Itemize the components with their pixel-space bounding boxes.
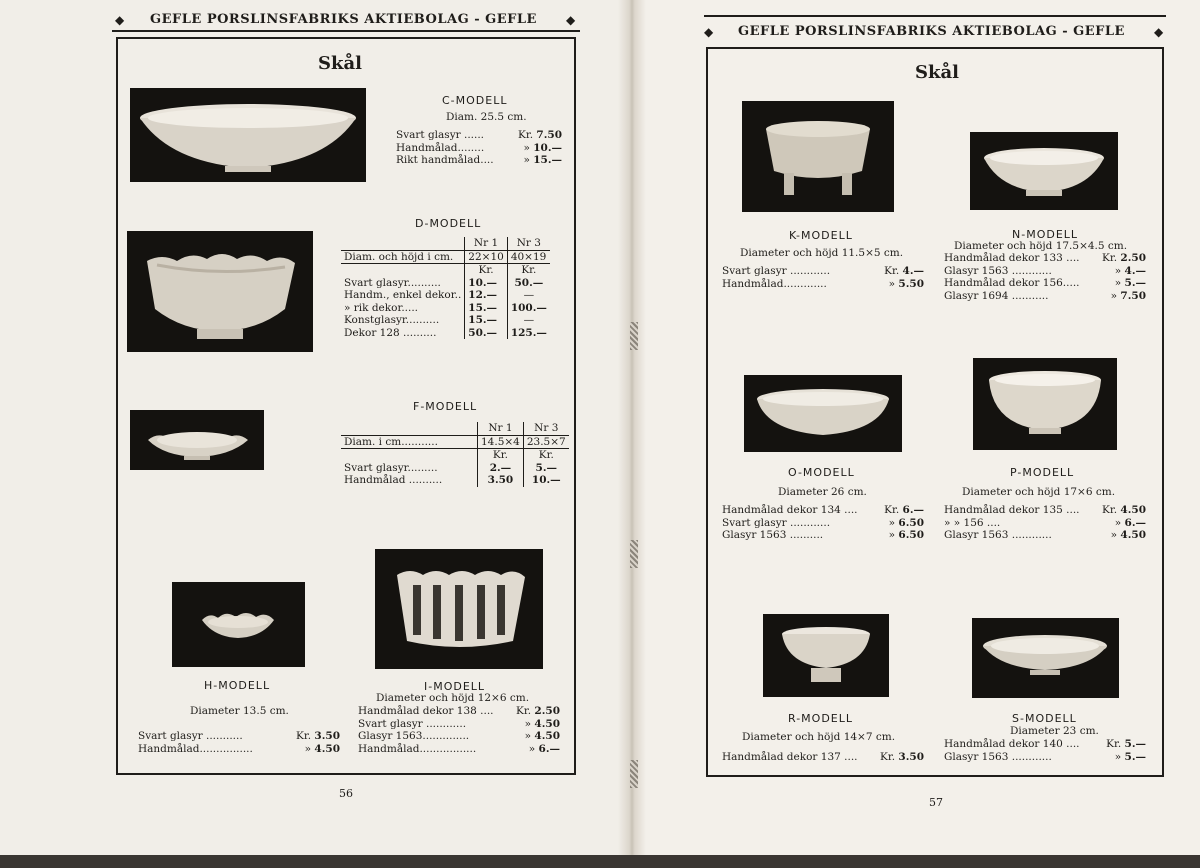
price: 4.50 <box>534 730 560 742</box>
price-value <box>889 517 924 530</box>
diameter-i: Diameter och höjd 12×6 cm. <box>376 692 530 704</box>
dimension-value: 23.5×7 <box>523 435 568 449</box>
price-value <box>523 154 562 167</box>
price: 7.50 <box>536 129 562 141</box>
price: 7.50 <box>1120 289 1146 302</box>
price-label: Svart glasyr ...... <box>396 129 485 141</box>
price-row <box>396 154 562 167</box>
price-value <box>889 529 924 542</box>
binding-thread <box>630 540 638 568</box>
price-label: Glasyr 1563 ............ <box>944 750 1052 763</box>
price: 6.50 <box>898 529 924 541</box>
bowl-photo-p <box>973 358 1117 450</box>
price-value <box>516 705 560 718</box>
price: 6.— <box>902 504 924 516</box>
price-label: Rikt handmålad.... <box>396 154 494 166</box>
column-header: Nr 3 <box>523 422 568 435</box>
price-list-p <box>944 504 1146 542</box>
price-label: Handmålad................ <box>138 742 253 755</box>
bullet-icon: ◆ <box>704 25 714 39</box>
currency: Kr. <box>1106 738 1122 750</box>
column-header: Nr 1 <box>478 422 524 435</box>
price-value <box>1115 277 1146 290</box>
price-list-h <box>138 730 340 755</box>
model-name-o: O-MODELL <box>788 466 855 479</box>
price-value <box>525 730 560 743</box>
dimension-value: 40×19 <box>507 250 550 264</box>
price-list-k <box>722 265 924 290</box>
price-row <box>138 730 340 743</box>
row-label: Handmålad .......... <box>344 474 443 486</box>
price-value <box>1115 517 1146 530</box>
price-row <box>944 290 1146 303</box>
price-value <box>880 751 924 764</box>
binding-thread <box>630 322 638 350</box>
price-label: Glasyr 1694 ........... <box>944 289 1049 302</box>
price-row <box>944 529 1146 542</box>
diameter-n: Diameter och höjd 17.5×4.5 cm. <box>954 240 1128 252</box>
price-label: Handmålad dekor 140 .... <box>944 738 1080 750</box>
price: 2.50 <box>534 705 560 717</box>
price-label: Svart glasyr ............ <box>722 516 831 529</box>
bullet-icon: ◆ <box>1154 25 1164 39</box>
row-label: Konstglasyr.......... <box>344 314 440 326</box>
dimension-label: Diam. i cm........... <box>341 435 478 449</box>
currency: Kr. <box>478 449 524 462</box>
price: — <box>507 314 550 327</box>
price-row <box>722 517 924 530</box>
price: 15.— <box>533 154 562 166</box>
price-label: Handmålad dekor 133 .... <box>944 252 1080 264</box>
currency: » <box>523 154 530 166</box>
diameter-h: Diameter 13.5 cm. <box>190 705 289 717</box>
price-value <box>884 265 924 278</box>
currency: » <box>888 516 896 529</box>
row-label: Svart glasyr.......... <box>344 276 441 289</box>
dimension-value: 14.5×4 <box>478 435 524 449</box>
bullet-icon: ◆ <box>566 13 576 27</box>
currency: Kr. <box>884 265 900 277</box>
model-name-c: C-MODELL <box>442 94 508 107</box>
diameter-s: Diameter 23 cm. <box>1010 725 1099 737</box>
currency: » <box>528 742 536 755</box>
price-list-c <box>396 129 562 167</box>
currency: Kr. <box>880 751 896 763</box>
row-label: » rik dekor..... <box>344 301 419 314</box>
header-rule <box>112 30 580 32</box>
price-row <box>722 529 924 542</box>
price-label: Glasyr 1563 ............ <box>944 264 1052 277</box>
price: 50.— <box>507 277 550 290</box>
price-label: Glasyr 1563 .......... <box>722 529 824 541</box>
price-value <box>305 743 340 756</box>
diameter-c: Diam. 25.5 cm. <box>446 111 527 123</box>
price-value <box>296 730 340 743</box>
price-row <box>944 504 1146 517</box>
price-value <box>525 718 560 731</box>
price: 6.50 <box>898 516 924 529</box>
currency: » <box>304 742 312 755</box>
currency: » <box>1110 529 1118 541</box>
price-row <box>138 743 340 756</box>
price: 10.— <box>465 277 508 290</box>
row-label: Svart glasyr......... <box>344 461 438 474</box>
price-value <box>518 129 562 142</box>
model-name-s: S-MODELL <box>1012 712 1077 725</box>
diameter-o: Diameter 26 cm. <box>778 486 867 498</box>
price: 2.50 <box>1120 252 1146 264</box>
price-value <box>1115 751 1146 764</box>
page-title: Skål <box>915 62 959 83</box>
price: 4.50 <box>534 717 560 730</box>
price: 5.— <box>1124 738 1146 750</box>
price: 50.— <box>465 327 508 340</box>
diameter-k: Diameter och höjd 11.5×5 cm. <box>740 247 904 259</box>
page-title: Skål <box>318 53 362 74</box>
price-value <box>1106 738 1146 751</box>
price: 4.— <box>902 265 924 277</box>
price: 100.— <box>507 302 550 315</box>
diameter-r: Diameter och höjd 14×7 cm. <box>742 731 896 743</box>
binding-thread <box>630 760 638 788</box>
price-label: Handmålad................. <box>358 742 477 755</box>
price-value <box>1102 504 1146 517</box>
currency: » <box>1110 289 1118 302</box>
diameter-p: Diameter och höjd 17×6 cm. <box>962 486 1116 498</box>
model-name-r: R-MODELL <box>788 712 853 725</box>
row-label: Handm., enkel dekor.. <box>344 289 462 301</box>
price-label: Handmålad dekor 156..... <box>944 277 1080 289</box>
bowl-photo-r <box>763 614 889 697</box>
bowl-photo-f <box>130 410 264 470</box>
price: 5.50 <box>898 277 924 290</box>
price: 3.50 <box>898 751 924 763</box>
currency: » <box>1114 516 1122 529</box>
price-row <box>944 517 1146 530</box>
model-name-k: K-MODELL <box>789 229 853 242</box>
price: 125.— <box>507 327 550 340</box>
currency: Kr. <box>465 264 508 277</box>
currency: Kr. <box>1102 252 1118 264</box>
price-label: Glasyr 1563.............. <box>358 730 470 742</box>
currency: Kr. <box>516 705 532 717</box>
price-list-r <box>722 751 924 764</box>
column-header: Nr 3 <box>507 237 550 250</box>
price-label: » » 156 .... <box>944 516 1001 529</box>
price: 4.50 <box>314 742 340 755</box>
bowl-photo-i <box>375 549 543 669</box>
price-list-n <box>944 252 1146 302</box>
price-list-i <box>358 705 560 755</box>
price: — <box>507 289 550 302</box>
model-name-d: D-MODELL <box>415 217 482 230</box>
price: 4.50 <box>1120 529 1146 541</box>
model-name-h: H-MODELL <box>204 679 271 692</box>
currency: » <box>1114 264 1122 277</box>
currency: Kr. <box>1102 504 1118 516</box>
currency: Kr. <box>523 449 568 462</box>
price: 10.— <box>523 474 568 487</box>
price: 4.50 <box>1120 504 1146 516</box>
currency: » <box>524 717 532 730</box>
price-row <box>722 278 924 291</box>
currency: Kr. <box>507 264 550 277</box>
price-label: Handmålad dekor 135 .... <box>944 504 1080 516</box>
price-row <box>722 265 924 278</box>
price-row <box>722 504 924 517</box>
model-name-p: P-MODELL <box>1010 466 1075 479</box>
price: 5.— <box>1124 750 1146 763</box>
price-row <box>944 277 1146 290</box>
column-header: Nr 1 <box>465 237 508 250</box>
price-row <box>944 738 1146 751</box>
bowl-photo-k <box>742 101 894 212</box>
price-value <box>1115 265 1146 278</box>
page-number: 56 <box>339 787 353 800</box>
price-value <box>529 743 560 756</box>
price: 3.50 <box>478 474 524 487</box>
right-page-header: GEFLE PORSLINSFABRIKS AKTIEBOLAG - GEFLE <box>738 24 1125 39</box>
price: 6.— <box>538 742 560 755</box>
price-label: Handmålad dekor 138 .... <box>358 705 494 717</box>
price-label: Handmålad........ <box>396 141 485 154</box>
price-row <box>944 751 1146 764</box>
model-name-i: I-MODELL <box>424 680 486 693</box>
row-label: Dekor 128 .......... <box>344 326 437 339</box>
price: 15.— <box>465 314 508 327</box>
bowl-photo-s <box>972 618 1119 698</box>
currency: » <box>523 141 530 154</box>
price-value <box>884 504 924 517</box>
book-gutter <box>618 0 646 855</box>
currency: » <box>888 277 896 290</box>
currency: » <box>1114 277 1122 289</box>
currency: Kr. <box>518 129 534 141</box>
price-label: Handmålad dekor 137 .... <box>722 751 858 763</box>
price: 5.— <box>1124 277 1146 289</box>
price-label: Svart glasyr ............ <box>722 265 831 277</box>
currency: » <box>524 730 532 742</box>
price: 5.— <box>523 462 568 475</box>
price-label: Handmålad............. <box>722 277 827 290</box>
price-label: Glasyr 1563 ............ <box>944 529 1052 541</box>
price-label: Handmålad dekor 134 .... <box>722 504 858 516</box>
price-row <box>358 718 560 731</box>
left-page-header: GEFLE PORSLINSFABRIKS AKTIEBOLAG - GEFLE <box>150 12 537 27</box>
price: 6.— <box>1124 516 1146 529</box>
bowl-photo-h <box>172 582 305 667</box>
bullet-icon: ◆ <box>115 13 125 27</box>
price-row <box>358 705 560 718</box>
bowl-photo-d <box>127 231 313 352</box>
price-label: Svart glasyr ............ <box>358 717 467 730</box>
price-table-d <box>341 237 550 339</box>
price: 2.— <box>478 462 524 475</box>
header-top-rule <box>704 15 1166 17</box>
dimension-value: 22×10 <box>465 250 508 264</box>
price: 4.— <box>1124 264 1146 277</box>
model-name-f: F-MODELL <box>413 400 478 413</box>
bowl-photo-o <box>744 375 902 452</box>
price-value <box>1111 290 1146 303</box>
price-row <box>396 129 562 142</box>
price-row <box>396 142 562 155</box>
currency: Kr. <box>296 730 312 742</box>
currency: » <box>1114 750 1122 763</box>
currency: » <box>888 529 896 541</box>
bowl-photo-c <box>130 88 366 182</box>
price-value <box>1102 252 1146 265</box>
price-list-s <box>944 738 1146 763</box>
price-table-f <box>341 422 569 487</box>
page-number: 57 <box>929 796 943 809</box>
model-name-n: N-MODELL <box>1012 228 1079 241</box>
price-row <box>358 730 560 743</box>
price: 3.50 <box>314 730 340 742</box>
price-value <box>889 278 924 291</box>
currency: Kr. <box>884 504 900 516</box>
price-row <box>944 265 1146 278</box>
right-page <box>632 0 1200 855</box>
price-list-o <box>722 504 924 542</box>
price: 15.— <box>465 302 508 315</box>
price-row <box>358 743 560 756</box>
price-row <box>944 252 1146 265</box>
price-row <box>722 751 924 764</box>
dimension-label: Diam. och höjd i cm. <box>341 250 465 264</box>
price-value <box>1111 529 1146 542</box>
price: 12.— <box>465 289 508 302</box>
bowl-photo-n <box>970 132 1118 210</box>
price: 10.— <box>533 141 562 154</box>
price-label: Svart glasyr ........... <box>138 730 243 742</box>
price-value <box>523 142 562 155</box>
